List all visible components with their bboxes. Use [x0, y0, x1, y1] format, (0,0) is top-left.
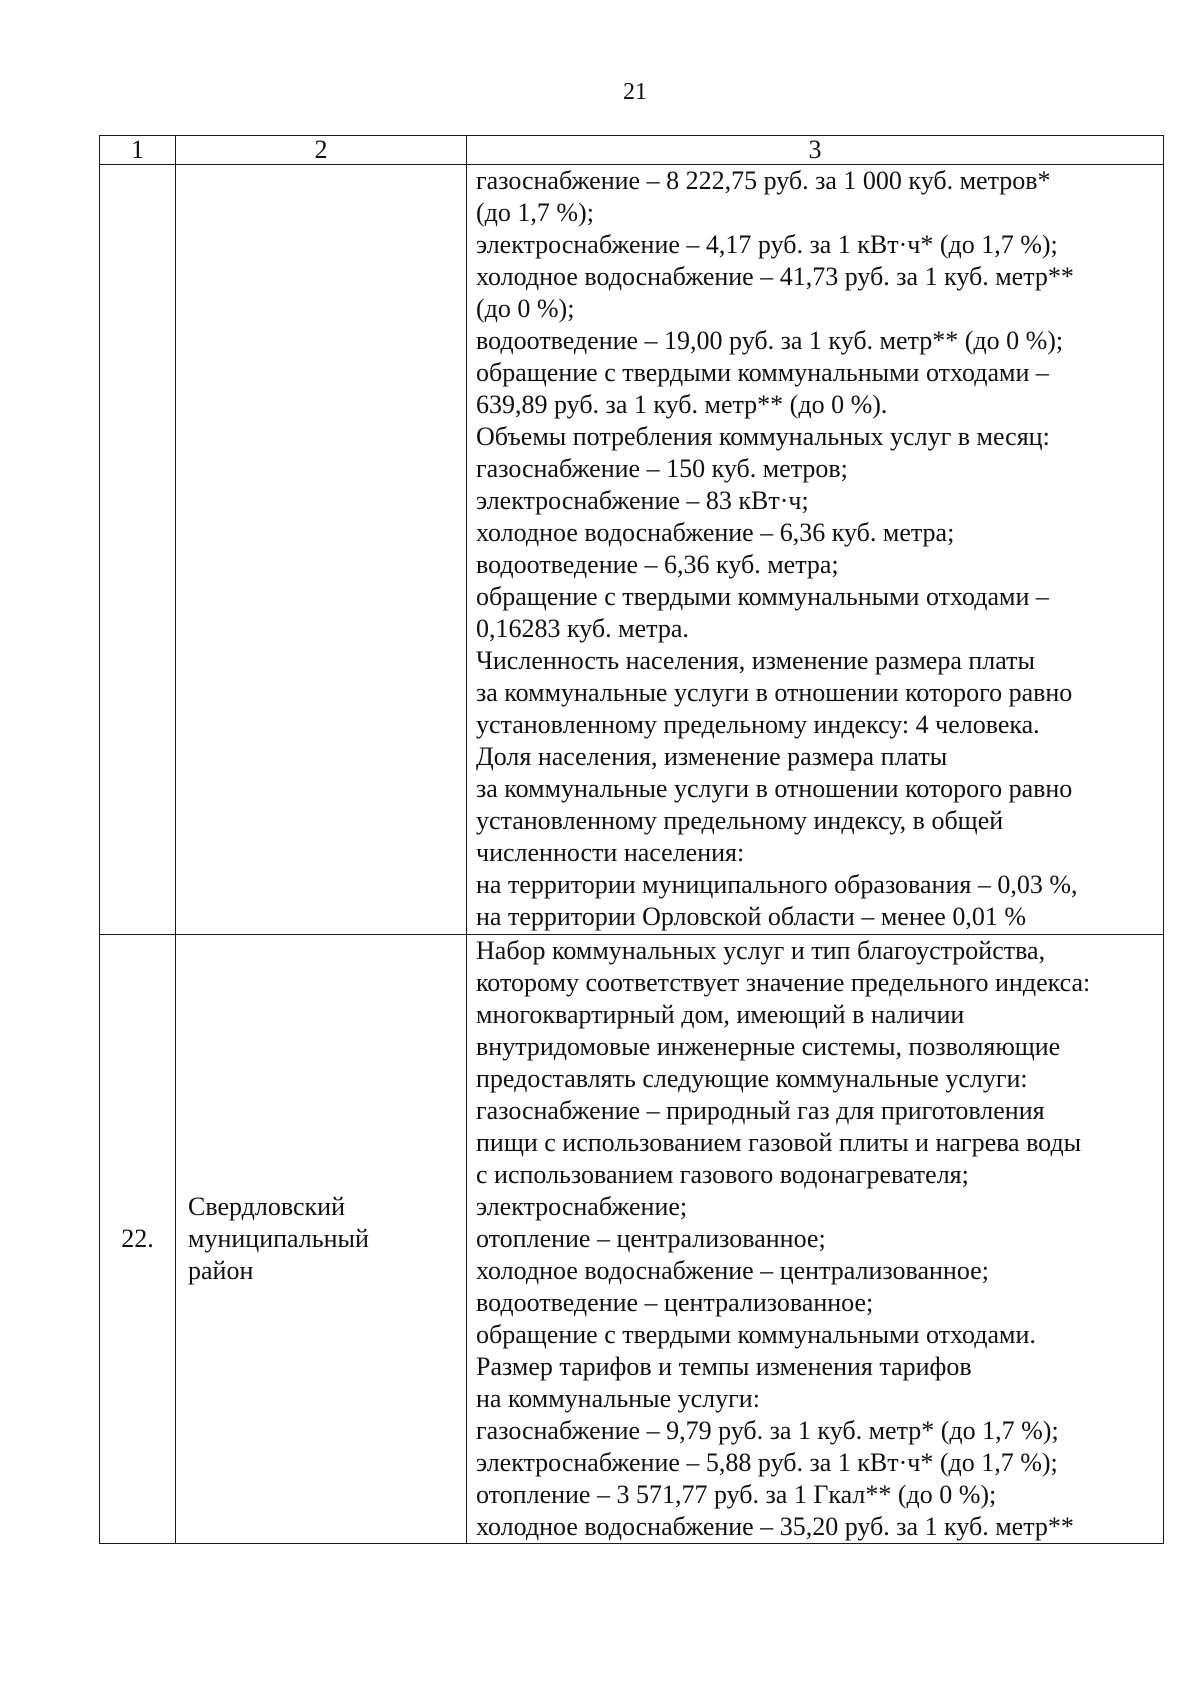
text-line: многоквартирный дом, имеющий в наличии [476, 1000, 965, 1029]
text-line: газоснабжение – 150 куб. метров; [476, 454, 848, 483]
text-line: холодное водоснабжение – 6,36 куб. метра; [476, 518, 955, 547]
text-line: предоставлять следующие коммунальные услуги: [476, 1064, 1028, 1093]
text-line: электроснабжение – 5,88 руб. за 1 кВт·ч* (до 1,7 %); [476, 1448, 1058, 1477]
text-line: внутридомовые инженерные системы, позволяющие [476, 1032, 1061, 1061]
text-line: холодное водоснабжение – 35,20 руб. за 1 куб. метр** [476, 1512, 1074, 1541]
text-line: Численность населения, изменение размера платы [476, 646, 1035, 675]
text-line: (до 0 %); [476, 294, 575, 323]
column-header-2: 2 [176, 136, 467, 165]
text-line: которому соответствует значение предельного индекса: [476, 968, 1091, 997]
text-line: водоотведение – централизованное; [476, 1288, 874, 1317]
text-line: Объемы потребления коммунальных услуг в месяц: [476, 422, 1050, 451]
text-line: Размер тарифов и темпы изменения тарифов [476, 1352, 972, 1381]
text-line: отопление – 3 571,77 руб. за 1 Гкал** (до 0 %); [476, 1480, 997, 1509]
text-line: на территории муниципального образования – 0,03 %, [476, 870, 1078, 899]
text-line: холодное водоснабжение – 41,73 руб. за 1 куб. метр** [476, 262, 1074, 291]
text-line: обращение с твердыми коммунальными отходами – [476, 582, 1049, 611]
column-header-1: 1 [100, 136, 176, 165]
tariff-table [99, 135, 1164, 1544]
text-line: на территории Орловской области – менее 0,01 % [476, 902, 1026, 931]
text-line: водоотведение – 19,00 руб. за 1 куб. метр** (до 0 %); [476, 326, 1064, 355]
text-line: Набор коммунальных услуг и тип благоустройства, [476, 936, 1046, 965]
row-number-cell [100, 165, 176, 935]
tariff-description-cell [467, 935, 1164, 1544]
text-line: 0,16283 куб. метра. [476, 614, 689, 643]
text-line: обращение с твердыми коммунальными отходами. [476, 1320, 1036, 1349]
text-line: газоснабжение – 8 222,75 руб. за 1 000 куб. метров* [476, 166, 1051, 195]
municipality-name-line: район [188, 1256, 254, 1285]
text-line: холодное водоснабжение – централизованное; [476, 1256, 989, 1285]
text-line: Доля населения, изменение размера платы [476, 742, 948, 771]
text-line: установленному предельному индексу, в общей [476, 806, 1004, 835]
text-line: с использованием газового водонагревателя; [476, 1160, 969, 1189]
text-line: газоснабжение – 9,79 руб. за 1 куб. метр* (до 1,7 %); [476, 1416, 1059, 1445]
text-line: газоснабжение – природный газ для приготовления [476, 1096, 1045, 1125]
page-number: 21 [623, 79, 647, 105]
text-line: численности населения: [476, 838, 745, 867]
table-row [100, 165, 1164, 935]
column-header-3: 3 [467, 136, 1164, 165]
table-header-row [100, 136, 1164, 165]
text-line: электроснабжение – 4,17 руб. за 1 кВт·ч* (до 1,7 %); [476, 230, 1058, 259]
text-line: обращение с твердыми коммунальными отходами – [476, 358, 1049, 387]
text-line: 639,89 руб. за 1 куб. метр** (до 0 %). [476, 390, 888, 419]
tariff-description-cell [467, 165, 1164, 935]
table-row [100, 935, 1164, 1544]
text-line: (до 1,7 %); [476, 198, 594, 227]
municipality-name-cell [176, 935, 467, 1544]
text-line: установленному предельному индексу: 4 человека. [476, 710, 1040, 739]
text-line: водоотведение – 6,36 куб. метра; [476, 550, 839, 579]
text-line: за коммунальные услуги в отношении которого равно [476, 678, 1073, 707]
text-line: на коммунальные услуги: [476, 1384, 760, 1413]
municipality-name-line: муниципальный [188, 1224, 369, 1253]
municipality-name-cell [176, 165, 467, 935]
text-line: электроснабжение – 83 кВт·ч; [476, 486, 809, 515]
row-number-cell: 22. [100, 935, 176, 1544]
text-line: электроснабжение; [476, 1192, 688, 1221]
text-line: отопление – централизованное; [476, 1224, 826, 1253]
municipality-name-line: Свердловский [188, 1192, 345, 1221]
text-line: пищи с использованием газовой плиты и нагрева воды [476, 1128, 1082, 1157]
text-line: за коммунальные услуги в отношении которого равно [476, 774, 1073, 803]
